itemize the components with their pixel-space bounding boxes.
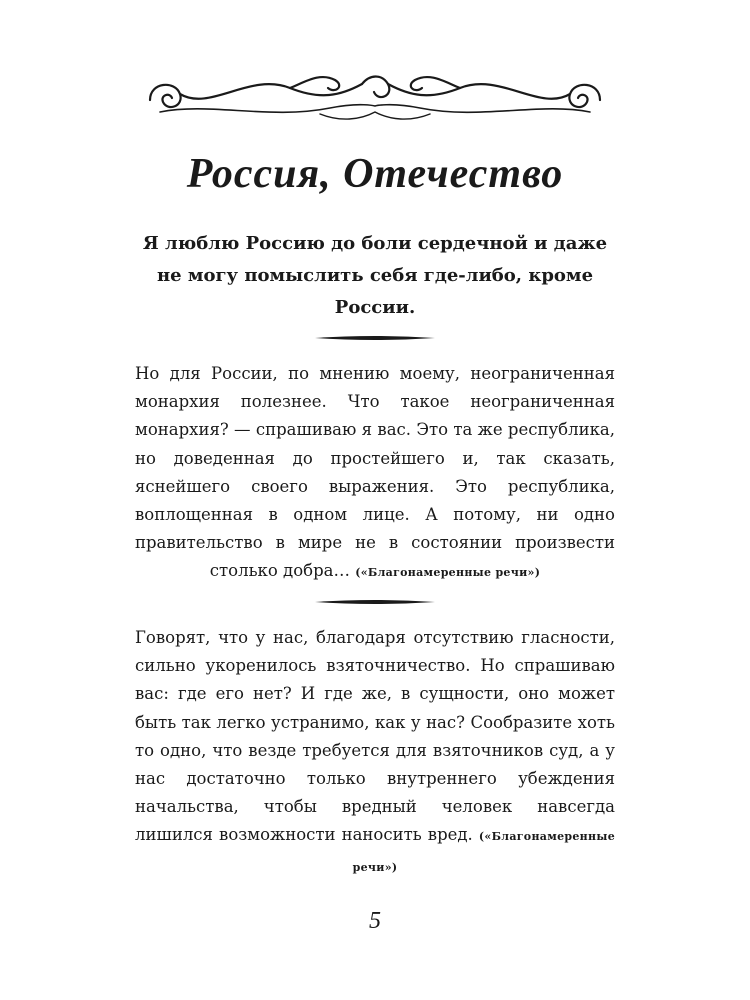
- quote-text: Но для России, по мнению моему, неограниченная монархия полезнее. Что такое неограниченная монархия? — спрашиваю я вас. Это та же республика, но доведенная до простейшего и, так сказать, яснейшего своего выражения. Это республика, воплощенная в одном лице. А потому, ни одно правительство в мире не в состоянии произвести столько добра…: [135, 364, 615, 581]
- page-number: 5: [369, 908, 381, 934]
- quote-source: («Благонамеренные речи»): [355, 566, 541, 580]
- quote-paragraph: [135, 624, 615, 882]
- chapter-title: Россия, Отечество: [186, 151, 564, 197]
- epigraph: Я люблю Россию до боли сердечной и даже не могу помыслить себя где-либо, кроме России.: [142, 233, 608, 318]
- section-divider: [315, 598, 435, 606]
- quote-paragraph: [135, 360, 615, 588]
- quote-text: Говорят, что у нас, благодаря отсутствию гласности, сильно укоренилось взяточничество. Но спрашиваю вас: где его нет? И где же, в сущности, оно может быть так легко устранимо, как у нас? Сообразите хоть то одно, что везде требуется для взяточников суд, а у нас достаточно только внутреннего убеждения начальства, чтобы вредный человек навсегда лишился возможности наносить вред.: [135, 628, 615, 845]
- quote-source: («Благонамеренные речи»): [352, 830, 615, 874]
- decorative-flourish-icon: [130, 62, 620, 132]
- section-divider: [315, 334, 435, 342]
